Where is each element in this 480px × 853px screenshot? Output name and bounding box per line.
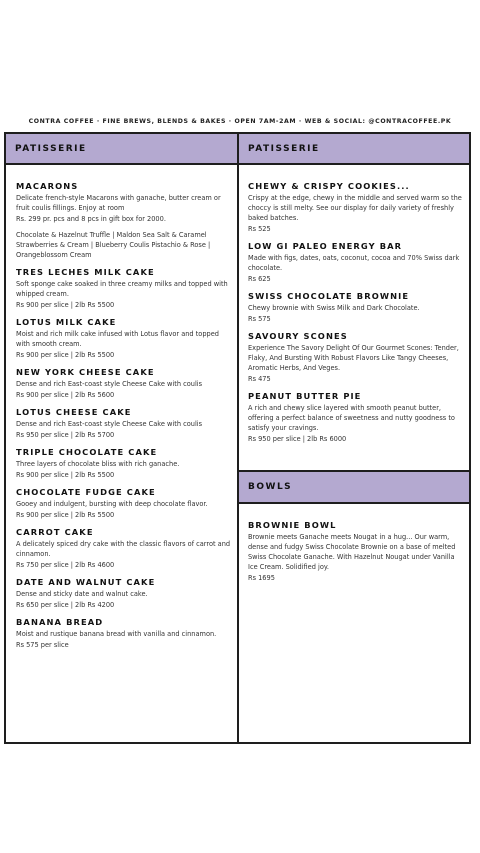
item-price: Rs 900 per slice | 2lb Rs 5600 <box>16 391 115 399</box>
item-name: TRES LECHES MILK CAKE <box>16 267 155 277</box>
item-price: Rs 950 per slice | 2lb Rs 6000 <box>248 435 347 443</box>
menu-item-macarons <box>16 181 232 260</box>
item-price: Rs 575 <box>248 315 271 323</box>
item-price: Rs 900 per slice | 2lb Rs 5500 <box>16 471 115 479</box>
item-name: LOW GI PALEO ENERGY BAR <box>248 241 403 251</box>
bowls-menu-column <box>248 520 464 590</box>
menu-frame <box>4 132 471 744</box>
header-info-bar: CONTRA COFFEE · FINE BREWS, BLENDS & BAKES · OPEN 7AM-2AM · WEB & SOCIAL: @CONTRACOFFEE.PK <box>28 118 452 125</box>
item-name: BANANA BREAD <box>16 617 104 627</box>
item-price: Rs 900 per slice | 2lb Rs 5500 <box>16 511 115 519</box>
item-description: Soft sponge cake soaked in three creamy milks and topped with whipped cream. <box>16 280 228 298</box>
item-name: BROWNIE BOWL <box>248 520 337 530</box>
item-description: Gooey and indulgent, bursting with deep chocolate flavor. <box>16 500 208 508</box>
item-description: Delicate french-style Macarons with ganache, butter cream or fruit coulis fillings. Enjoy at room <box>16 194 221 212</box>
menu-item-date-and-walnut-cake <box>16 577 232 610</box>
item-name: MACARONS <box>16 181 79 191</box>
item-name: DATE AND WALNUT CAKE <box>16 577 156 587</box>
item-description: Brownie meets Ganache meets Nougat in a hug... Our warm, dense and fudgy Swiss Chocolate Brownie on a base of melted Swiss Chocolate Ganache. With Hazelnut Nougat under Vanilla Ice Cream. Solidified joy. <box>248 533 456 571</box>
menu-item-brownie-bowl <box>248 520 464 583</box>
item-name: LOTUS CHEESE CAKE <box>16 407 132 417</box>
item-description: A rich and chewy slice layered with smooth peanut butter, offering a perfect balance of sweetness and nutty goodness to satisfy your cravings. <box>248 404 455 432</box>
left-menu-column <box>16 181 232 657</box>
item-price: Rs 575 per slice <box>16 641 69 649</box>
item-name: CHOCOLATE FUDGE CAKE <box>16 487 156 497</box>
item-description: Experience The Savory Delight Of Our Gourmet Scones: Tender, Flaky, And Bursting With Robust Flavors Like Tangy Cheeses, Aromatic Herbs, And Veges. <box>248 344 459 372</box>
item-price: Rs 525 <box>248 225 271 233</box>
item-price: Rs 650 per slice | 2lb Rs 4200 <box>16 601 115 609</box>
section-header-patisserie-left: PATISSERIE <box>6 134 237 165</box>
item-price: Rs 750 per slice | 2lb Rs 4600 <box>16 561 115 569</box>
item-price: Rs 950 per slice | 2lb Rs 5700 <box>16 431 115 439</box>
item-description: Chewy brownie with Swiss Milk and Dark Chocolate. <box>248 304 420 312</box>
item-price: Rs 625 <box>248 275 271 283</box>
menu-item-triple-chocolate-cake <box>16 447 232 480</box>
menu-item-cookies <box>248 181 464 234</box>
menu-item-peanut-butter-pie <box>248 391 464 444</box>
menu-item-tres-leches <box>16 267 232 310</box>
menu-item-carrot-cake <box>16 527 232 570</box>
item-description: Dense and sticky date and walnut cake. <box>16 590 148 598</box>
item-name: NEW YORK CHEESE CAKE <box>16 367 155 377</box>
menu-item-lotus-milk-cake <box>16 317 232 360</box>
item-name: LOTUS MILK CAKE <box>16 317 117 327</box>
item-name: CHEWY & CRISPY COOKIES... <box>248 181 410 191</box>
menu-item-banana-bread <box>16 617 232 650</box>
item-price: Rs 900 per slice | 2lb Rs 5500 <box>16 301 115 309</box>
item-description: Moist and rich milk cake infused with Lotus flavor and topped with smooth cream. <box>16 330 219 348</box>
menu-item-new-york-cheese-cake <box>16 367 232 400</box>
section-header-bowls: BOWLS <box>239 470 469 504</box>
item-description: Dense and rich East-coast style Cheese Cake with coulis <box>16 420 203 428</box>
item-price: Rs 475 <box>248 375 271 383</box>
column-divider <box>237 134 239 742</box>
menu-item-savoury-scones <box>248 331 464 384</box>
item-description: Three layers of chocolate bliss with rich ganache. <box>16 460 180 468</box>
item-name: CARROT CAKE <box>16 527 94 537</box>
menu-item-swiss-brownie <box>248 291 464 324</box>
section-header-patisserie-right: PATISSERIE <box>239 134 469 165</box>
item-name: TRIPLE CHOCOLATE CAKE <box>16 447 158 457</box>
item-flavors: Chocolate & Hazelnut Truffle | Maldon Sea Salt & Caramel Strawberries & Cream | Blueberry Coulis Pistachio & Rose | Orangeblossom Cream <box>16 231 211 259</box>
right-menu-column <box>248 181 464 451</box>
menu-item-chocolate-fudge-cake <box>16 487 232 520</box>
item-name: PEANUT BUTTER PIE <box>248 391 362 401</box>
item-price: Rs 1695 <box>248 574 275 582</box>
menu-item-energy-bar <box>248 241 464 284</box>
item-description: Crispy at the edge, chewy in the middle and served warm so the choccy is still melty. See our display for daily variety of freshly baked batches. <box>248 194 462 222</box>
item-description: A delicately spiced dry cake with the classic flavors of carrot and cinnamon. <box>16 540 231 558</box>
item-price: Rs. 299 pr. pcs and 8 pcs in gift box for 2000. <box>16 215 166 223</box>
item-name: SAVOURY SCONES <box>248 331 348 341</box>
item-description: Moist and rustique banana bread with vanilla and cinnamon. <box>16 630 217 638</box>
item-price: Rs 900 per slice | 2lb Rs 5500 <box>16 351 115 359</box>
item-description: Made with figs, dates, oats, coconut, cocoa and 70% Swiss dark chocolate. <box>248 254 460 272</box>
item-name: SWISS CHOCOLATE BROWNIE <box>248 291 410 301</box>
menu-item-lotus-cheese-cake <box>16 407 232 440</box>
item-description: Dense and rich East-coast style Cheese Cake with coulis <box>16 380 203 388</box>
